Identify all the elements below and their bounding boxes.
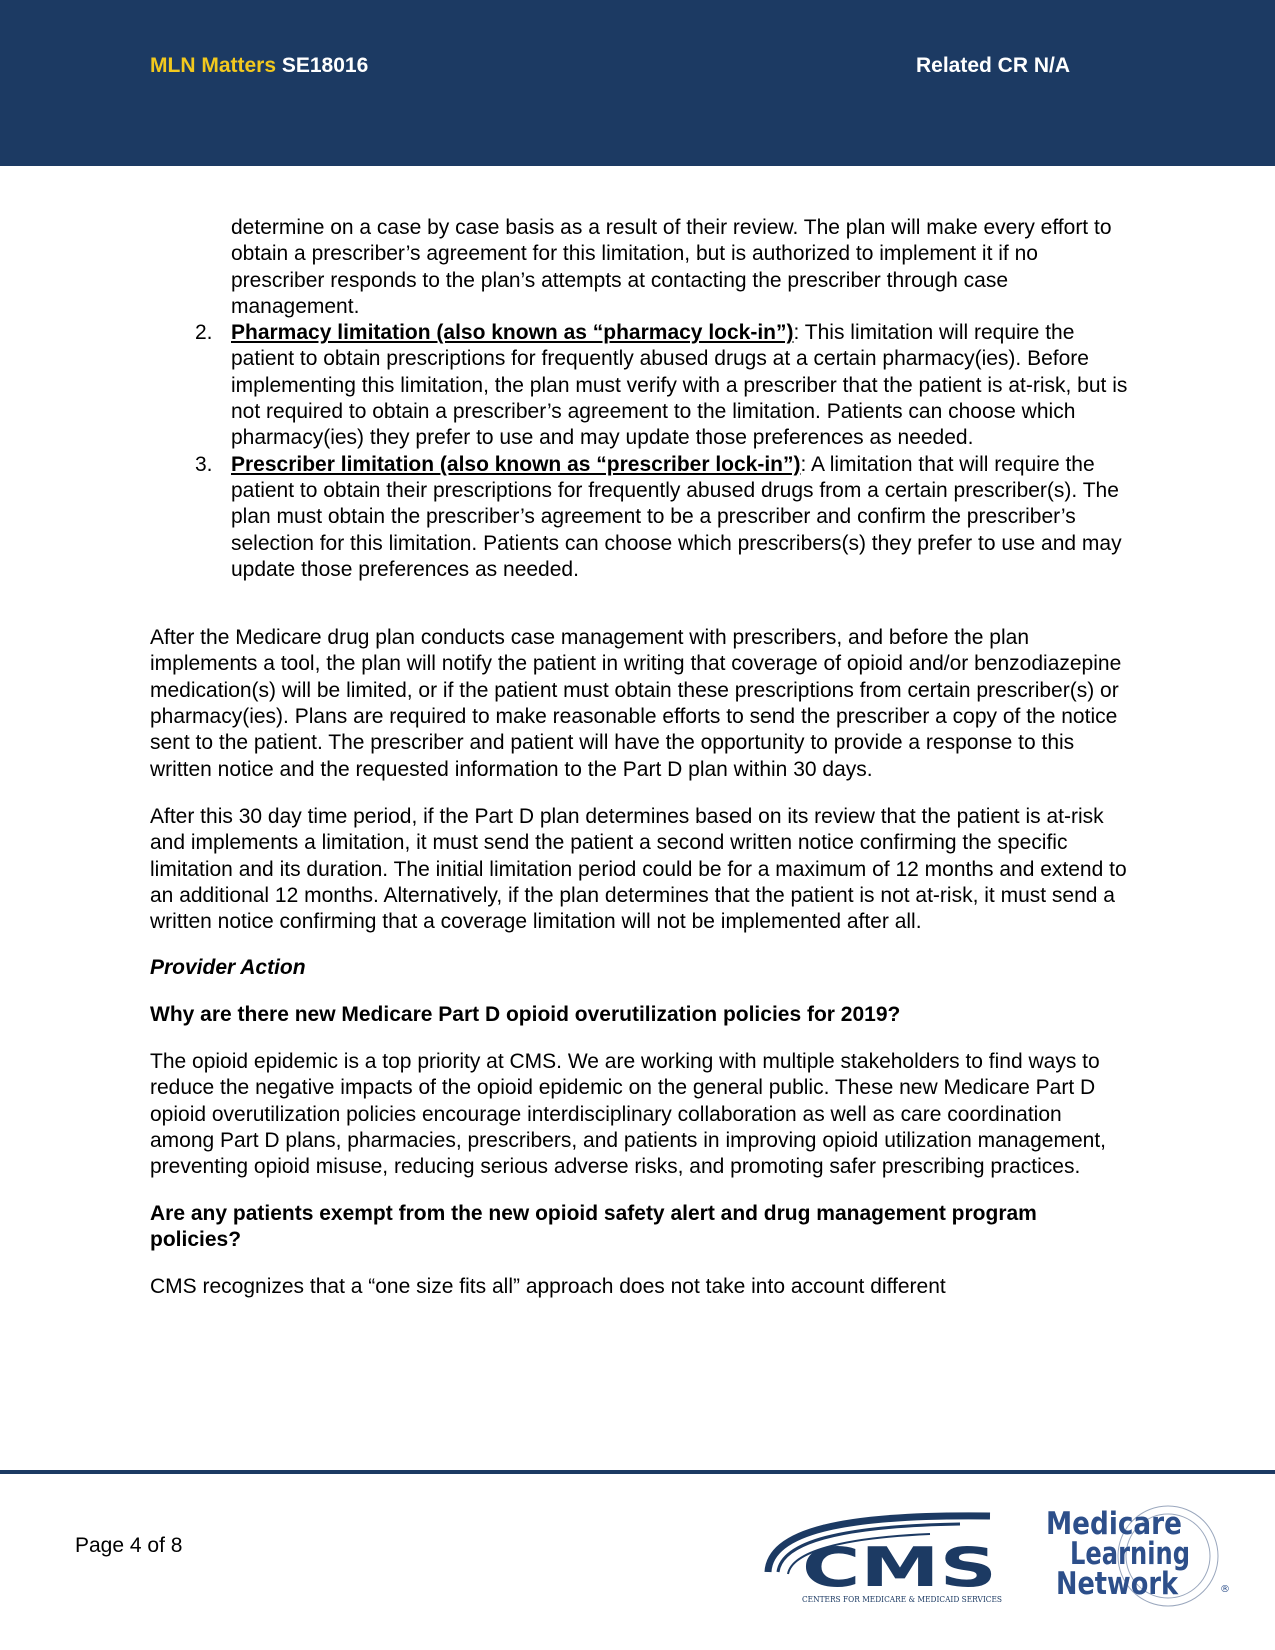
mln-logo xyxy=(1040,1500,1240,1610)
notice-paragraph: After the Medicare drug plan conducts case management with prescribers, and before the plan implements a tool, the plan will notify the patient in writing that coverage of opioid and/or benzodiazepine medication(s) will be limited, or if the patient must obtain these prescriptions from certain prescriber(s) or pharmacy(ies). Plans are required to make reasonable efforts to send the prescriber a copy of the notice sent to the patient. The prescriber and patient will have the opportunity to provide a response to this written notice and the requested information to the Part D plan within 30 days. xyxy=(150,626,1122,781)
provider-action-heading: Provider Action xyxy=(150,956,306,980)
cms-tagline: CENTERS FOR MEDICARE & MEDICAID SERVICES xyxy=(802,1595,1003,1605)
limitation-title: Pharmacy limitation (also known as “pharmacy lock-in”) xyxy=(231,321,794,345)
cms-logo xyxy=(760,1512,1020,1606)
header-band xyxy=(0,0,1275,166)
related-cr: Related CR N/A xyxy=(915,54,1070,77)
answer-paragraph: The opioid epidemic is a top priority at CMS. We are working with multiple stakeholders to find ways to reduce the negative impacts of the opioid epidemic on the general public. These new Medicare Part D opioid overutilization policies encourage interdisciplinary collaboration as well as care coordination among Part D plans, pharmacies, prescribers, and patients in improving opioid utilization management, preventing opioid misuse, reducing serious adverse risks, and promoting safer prescribing practices. xyxy=(150,1050,1106,1179)
list-item xyxy=(150,320,1130,451)
mln-logo-line: Network xyxy=(1056,1566,1180,1602)
limitation-list xyxy=(150,320,1130,583)
article-number: SE18016 xyxy=(281,54,369,77)
list-number: 2. xyxy=(195,321,213,345)
page-number: Page 4 of 8 xyxy=(75,1534,183,1557)
limitation-text: : A limitation that will require the patient to obtain their prescriptions for frequently abused drugs from a certain prescriber(s). The plan must obtain the prescriber’s agreement to be a prescriber and confirm the prescriber’s selection for this limitation. Patients can choose which prescribers(s) they prefer to use and may update those preferences as needed. xyxy=(231,452,1122,581)
header-article-id xyxy=(150,54,368,78)
mln-logo-line: Learning xyxy=(1070,1536,1190,1572)
question-heading: Are any patients exempt from the new opioid safety alert and drug management program policies? xyxy=(150,1201,1037,1251)
list-number: 3. xyxy=(195,452,213,476)
mln-logo-line: Medicare xyxy=(1046,1506,1182,1542)
answer-paragraph: CMS recognizes that a “one size fits all” approach does not take into account different xyxy=(150,1275,946,1299)
cms-logo-text: CMS xyxy=(802,1536,997,1599)
mln-matters-label: MLN Matters xyxy=(150,54,277,77)
continued-paragraph: determine on a case by case basis as a result of their review. The plan will make every effort to obtain a prescriber’s agreement for this limitation, but is authorized to implement it if no prescriber responds to the plan’s attempts at contacting the prescriber through case management. xyxy=(231,216,1112,318)
footer-divider xyxy=(0,1470,1275,1474)
registered-mark: ® xyxy=(1220,1584,1230,1595)
limitation-title: Prescriber limitation (also known as “prescriber lock-in”) xyxy=(231,452,801,476)
list-item xyxy=(150,452,1130,583)
limitation-text: : This limitation will require the patient to obtain prescriptions for frequently abused drugs at a certain pharmacy(ies). Before implementing this limitation, the plan must verify with a prescriber that the patient is at-risk, but is not required to obtain a prescriber’s agreement to the limitation. Patients can choose which pharmacy(ies) they prefer to use and may update those preferences as needed. xyxy=(231,321,1128,450)
document-body xyxy=(150,215,1130,1300)
question-heading: Why are there new Medicare Part D opioid overutilization policies for 2019? xyxy=(150,1002,901,1026)
second-notice-paragraph: After this 30 day time period, if the Part D plan determines based on its review that the patient is at-risk and implements a limitation, it must send the patient a second written notice confirming the specific limitation and its duration. The initial limitation period could be for a maximum of 12 months and extend to an additional 12 months. Alternatively, if the plan determines that the patient is not at-risk, it must send a written notice confirming that a coverage limitation will not be implemented after all. xyxy=(150,804,1127,934)
